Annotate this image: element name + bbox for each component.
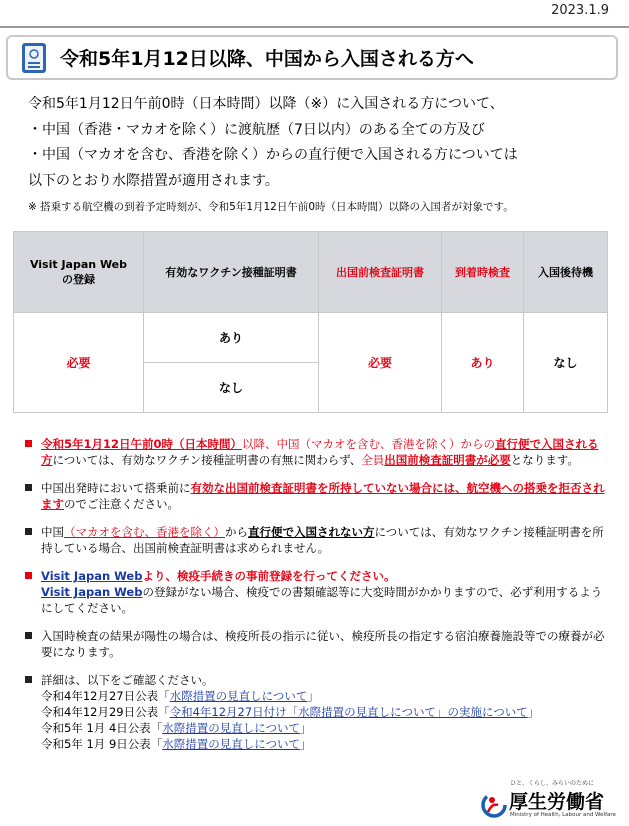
intro-line: 以下のとおり水際措置が適用されます。 [28,172,279,189]
policy-link[interactable]: 水際措置の見直しについて [162,737,301,751]
bullet-text: 全員 [361,453,385,467]
ministry-mark-icon [480,791,508,819]
header-arrival-test: 到着時検査 [442,232,524,313]
requirements-table [13,231,608,413]
bullet-text: 令和5年1月12日午前0時（日本時間） [41,437,243,451]
policy-link[interactable]: 水際措置の見直しについて [169,689,308,703]
bullet-square-icon [25,528,32,535]
header-vjw-line1: Visit Japan Web [29,258,128,271]
publish-date: 令和5年 1月 4日公表 [41,721,151,735]
details-intro: 詳細は、以下をご確認ください。 [41,673,214,687]
cell-post-entry-wait: なし [524,313,608,413]
list-item: 令和5年 1月 9日公表「水際措置の見直しについて」 [41,737,312,751]
intro-line: ・中国（マカオを含む、香港を除く）からの直行便で入国される方については [28,147,518,163]
bullet-item [25,568,605,616]
header-post-entry-wait: 入国後待機 [524,232,608,313]
bullet-item [25,628,605,660]
page-title: 令和5年1月12日以降、中国から入国される方へ [60,48,474,70]
bullet-square-icon [25,484,32,491]
bullet-square-icon [25,572,32,579]
footnote: ※ 搭乗する航空機の到着予定時刻が、令和5年1月12日午前0時（日本時間）以降の入国者が対象です。 [28,201,514,213]
bullet-square-icon [25,440,32,447]
cell-vjw-required: 必要 [14,313,144,413]
header-vjw-line2: の登録 [62,273,95,286]
bullet-square-icon [25,676,32,683]
bullet-text: の登録がない場合、検疫での書類確認等に大変時間がかかりますので、必ず利用するようにしてください。 [41,585,603,615]
publish-date: 令和5年 1月 9日公表 [41,737,151,751]
intro-line: 令和5年1月12日午前0時（日本時間）以降（※）に入国される方について、 [28,96,504,112]
document-date: 2023.1.9 [551,3,609,18]
ministry-logo [475,778,625,822]
intro-text [28,92,518,194]
title-box [6,35,618,80]
bullet-text: 中国（マカオを含む、香港を除く）からの [276,437,496,451]
bullet-text: 以降、 [242,437,277,451]
table-row [14,313,608,363]
list-item: 令和4年12月27日公表「水際措置の見直しについて」 [41,689,319,703]
header-pre-departure-test: 出国前検査証明書 [319,232,442,313]
cell-vaccine-yes: あり [144,313,319,363]
bullet-text: については、有効なワクチン接種証明書の有無に関わらず、 [52,453,362,467]
table-header-row [14,232,608,313]
bullet-item [25,672,605,752]
list-item: 令和4年12月29日公表「令和4年12月27日付け「水際措置の見直しについて」の実施について」 [41,705,540,719]
bullet-text: については、有効なワクチン接種証明書を所持している場合、出国前検査証明書は求められません。 [41,525,604,555]
bullet-text: 出国前検査証明書が必要 [384,453,511,467]
bullet-list [25,436,605,764]
logo-tagline: ひと、くらし、みらいのために [510,780,595,787]
bullet-text: 直行便で入国されない方 [248,525,375,539]
policy-link[interactable]: 令和4年12月27日付け「水際措置の見直しについて」の実施について [169,705,528,719]
cell-vaccine-no: なし [144,363,319,413]
bullet-item [25,436,605,468]
visit-japan-web-link[interactable]: Visit Japan Web [41,569,143,583]
bullet-text: より、検疫手続きの事前登録を行ってください。 [142,569,396,583]
intro-line: ・中国（香港・マカオを除く）に渡航歴（7日以内）のある全ての方及び [28,121,485,138]
passport-icon [20,42,48,74]
bullet-item [25,524,605,556]
bullet-text: 直行便で入国される方 [41,437,599,467]
bullet-text: 中国 [41,525,64,539]
publish-date: 令和4年12月27日公表 [41,689,159,703]
top-divider [0,26,629,28]
header-vaccine-certificate: 有効なワクチン接種証明書 [144,232,319,313]
publish-date: 令和4年12月29日公表 [41,705,159,719]
list-item: 令和5年 1月 4日公表「水際措置の見直しについて」 [41,721,312,735]
bullet-text: （マカオを含む、香港を除く） [64,525,225,539]
bullet-item [25,480,605,512]
bullet-text: 有効な出国前検査証明書を所持していない場合には、航空機への搭乗を拒否されます [41,481,605,511]
bullet-text: のでご注意ください。 [64,497,179,511]
bullet-text: から [225,525,248,539]
cell-arrival-test: あり [442,313,524,413]
visit-japan-web-link[interactable]: Visit Japan Web [41,585,143,599]
header-visit-japan-web [14,232,144,313]
cell-pretest-required: 必要 [319,313,442,413]
bullet-text: 入国時検査の結果が陽性の場合は、検疫所長の指示に従い、検疫所長の指定する宿泊療養施設等での療養が必要になります。 [41,629,605,659]
bullet-square-icon [25,632,32,639]
logo-english-name: Ministry of Health, Labour and Welfare [510,812,616,818]
bullet-text: 中国出発時において搭乗前に [41,481,191,495]
policy-link[interactable]: 水際措置の見直しについて [162,721,301,735]
bullet-text: となります。 [510,453,579,467]
logo-name: 厚生労働省 [509,791,605,813]
